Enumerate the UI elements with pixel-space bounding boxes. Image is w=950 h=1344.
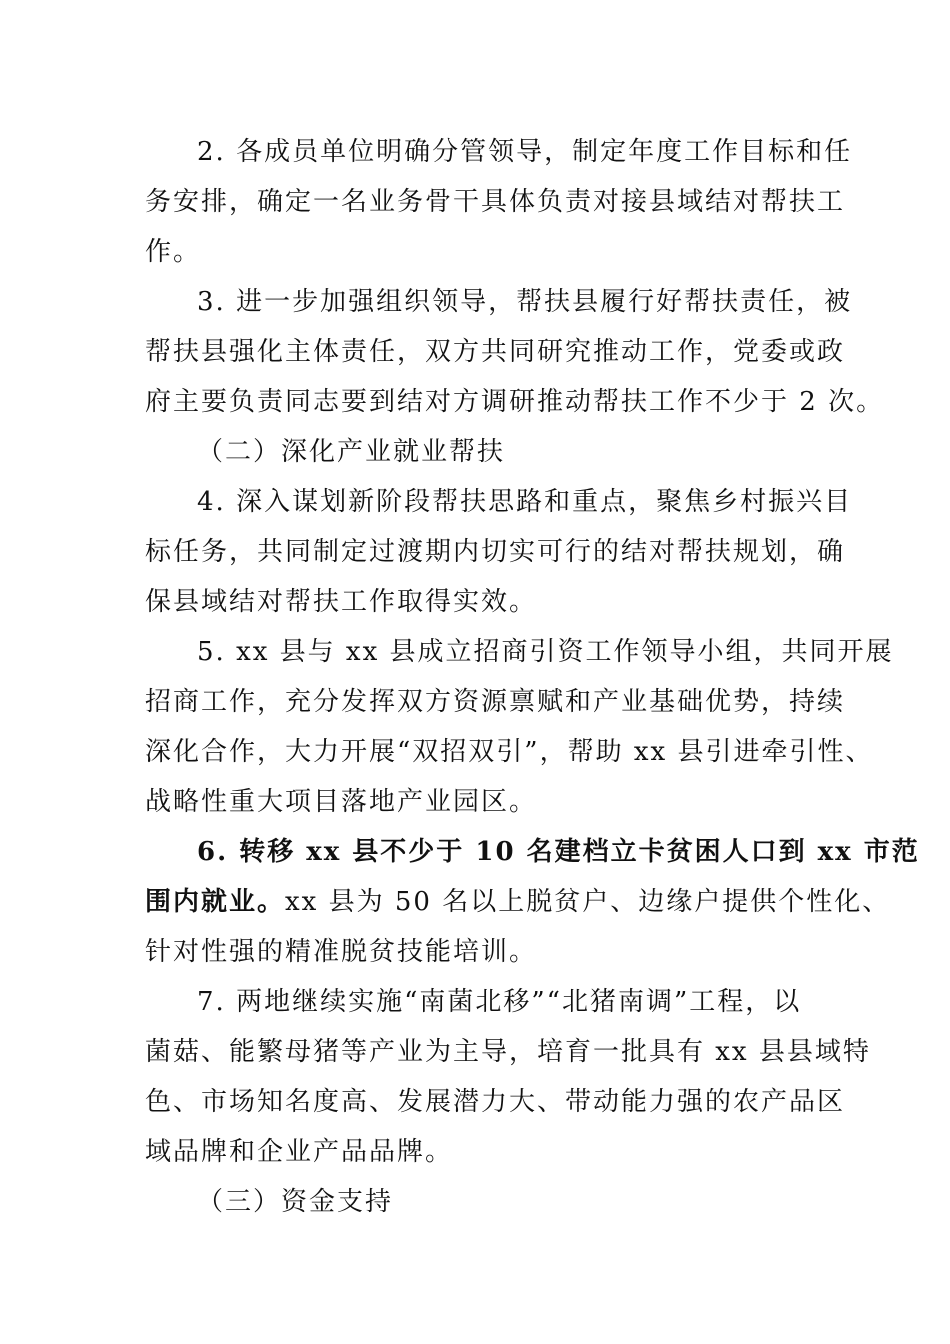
- paragraph-2-line-1: 2. 各成员单位明确分管领导，制定年度工作目标和任: [197, 137, 853, 167]
- paragraph-6-line-1: 6. 转移 xx 县不少于 10 名建档立卡贫困人口到 xx 市范: [197, 837, 920, 867]
- paragraph-5-line-1: 5. xx 县与 xx 县成立招商引资工作领导小组，共同开展: [197, 637, 894, 667]
- paragraph-4-line-3: 保县域结对帮扶工作取得实效。: [145, 587, 538, 617]
- paragraph-7-line-1: 7. 两地继续实施“南菌北移”“北猪南调”工程，以: [197, 987, 802, 1017]
- paragraph-7-line-2: 菌菇、能繁母猪等产业为主导，培育一批具有 xx 县县域特: [145, 1037, 871, 1067]
- paragraph-3-line-2: 帮扶县强化主体责任，双方共同研究推动工作，党委或政: [145, 337, 846, 367]
- paragraph-7-line-3: 色、市场知名度高、发展潜力大、带动能力强的农产品区: [145, 1087, 846, 1117]
- paragraph-6-line-3: 针对性强的精准脱贫技能培训。: [145, 937, 538, 967]
- paragraph-3-line-1: 3. 进一步加强组织领导，帮扶县履行好帮扶责任，被: [197, 287, 853, 317]
- paragraph-6-bold-lead: 围内就业。: [145, 887, 286, 917]
- paragraph-3-line-3: 府主要负责同志要到结对方调研推动帮扶工作不少于 2 次。: [145, 387, 885, 417]
- paragraph-5-line-3: 深化合作，大力开展“双招双引”，帮助 xx 县引进牵引性、: [145, 737, 874, 767]
- paragraph-4-line-1: 4. 深入谋划新阶段帮扶思路和重点，聚焦乡村振兴目: [197, 487, 853, 517]
- section-heading-2: （二）深化产业就业帮扶: [197, 437, 506, 467]
- paragraph-5-line-4: 战略性重大项目落地产业园区。: [145, 787, 538, 817]
- section-heading-3: （三）资金支持: [197, 1187, 394, 1217]
- paragraph-5-line-2: 招商工作，充分发挥双方资源禀赋和产业基础优势，持续: [145, 687, 846, 717]
- paragraph-6-line-2-text: xx 县为 50 名以上脱贫户、边缘户提供个性化、: [285, 887, 891, 917]
- paragraph-6-line-2: [145, 884, 890, 920]
- paragraph-4-line-2: 标任务，共同制定过渡期内切实可行的结对帮扶规划，确: [145, 537, 846, 567]
- paragraph-2-line-2: 务安排，确定一名业务骨干具体负责对接县域结对帮扶工: [145, 187, 846, 217]
- paragraph-2-line-3: 作。: [145, 237, 202, 267]
- paragraph-7-line-4: 域品牌和企业产品品牌。: [145, 1137, 454, 1167]
